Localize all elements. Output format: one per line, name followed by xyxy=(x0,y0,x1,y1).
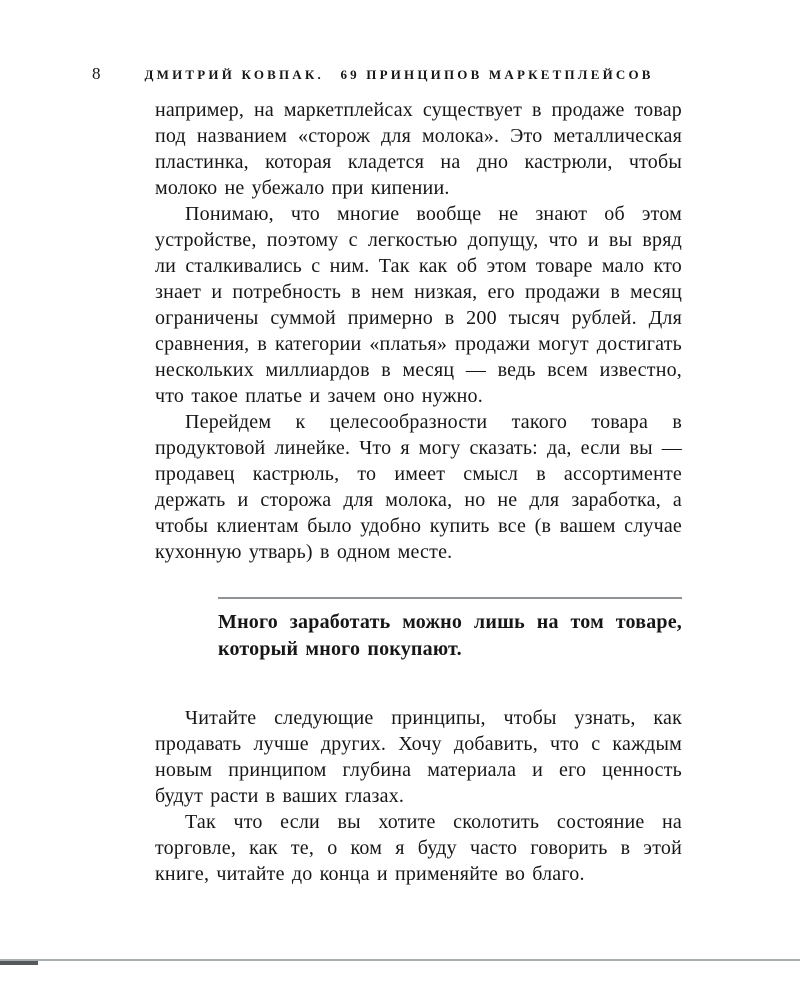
running-head-title: 69 ПРИНЦИПОВ МАРКЕТПЛЕЙСОВ xyxy=(340,67,654,82)
running-header xyxy=(92,64,700,84)
paragraph: Так что если вы хотите сколотить состояние на торговле, как те, о ком я буду часто говорить в этой книге, читайте до конца и применяйте во благо. xyxy=(155,811,682,885)
paragraph: Перейдем к целесообразности такого товара в продуктовой линейке. Что я могу сказать: да, если вы — продавец кастрюль, то имеет смысл в ассортименте держать и сторожа для молока, но не для заработка, а чтобы клиентам было удобно купить все (в вашем случае кухонную утварь) в одном месте. xyxy=(155,411,682,563)
pull-quote xyxy=(218,597,682,663)
running-head-author: ДМИТРИЙ КОВПАК. xyxy=(144,67,324,82)
page-number: 8 xyxy=(92,64,101,83)
paragraph: например, на маркетплейсах существует в продаже товар под названием «сторож для молока». Это металлическая пластинка, которая кладется на дно кастрюли, чтобы молоко не убежало при кипении. xyxy=(155,99,682,199)
paragraph: Читайте следующие принципы, чтобы узнать, как продавать лучше других. Хочу добавить, что с каждым новым принципом глубина материала и его ценность будут расти в ваших глазах. xyxy=(155,707,682,807)
text-block xyxy=(155,97,682,887)
paragraph: Понимаю, что многие вообще не знают об этом устройстве, поэтому с легкостью допущу, что и вы вряд ли сталкивались с ним. Так как об этом товаре мало кто знает и потребность в нем низкая, его продажи в месяц ограничены суммой примерно в 200 тысяч рублей. Для сравнения, в категории «платья» продажи могут достигать нескольких миллиардов в месяц — ведь всем известно, что такое платье и зачем оно нужно. xyxy=(155,203,682,407)
running-head-text xyxy=(145,67,654,83)
pull-quote-text: Много заработать можно лишь на том товаре, который много покупают. xyxy=(218,611,682,660)
page-edge-line xyxy=(0,959,800,961)
quote-rule xyxy=(218,597,682,599)
page-edge-mark xyxy=(0,961,38,965)
